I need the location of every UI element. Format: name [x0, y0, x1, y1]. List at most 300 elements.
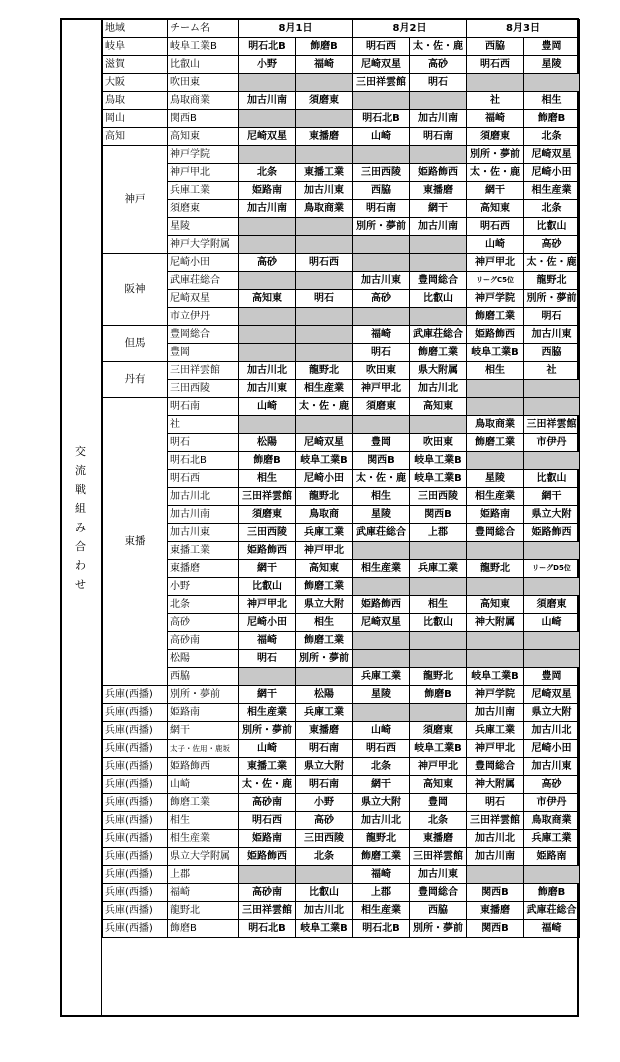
team-name-cell: 西脇 — [168, 668, 239, 686]
team-name-cell: 上郡 — [168, 866, 239, 884]
region-cell: 兵庫(西播) — [103, 776, 168, 794]
match-cell: 三田西陵 — [353, 164, 410, 182]
match-cell: 西脇 — [524, 344, 580, 362]
match-cell — [239, 74, 296, 92]
match-cell — [410, 236, 467, 254]
table-row — [103, 110, 580, 128]
match-cell — [353, 416, 410, 434]
match-cell: 加古川南 — [467, 704, 524, 722]
match-cell: 龍野北 — [467, 560, 524, 578]
match-cell: 加古川北 — [467, 830, 524, 848]
match-cell: 豊岡 — [524, 668, 580, 686]
match-cell: 網干 — [524, 488, 580, 506]
header-day-3: 8月3日 — [467, 20, 580, 38]
region-cell: 兵庫(西播) — [103, 902, 168, 920]
match-cell: 三田祥雲館 — [239, 488, 296, 506]
match-cell: 明石 — [467, 794, 524, 812]
match-cell: 上郡 — [353, 884, 410, 902]
match-cell — [467, 632, 524, 650]
match-cell: 豊岡 — [353, 434, 410, 452]
match-cell: 龍野北 — [296, 488, 353, 506]
match-cell: 姫路飾西 — [239, 542, 296, 560]
team-name-cell: 明石西 — [168, 470, 239, 488]
match-cell: 関西B — [410, 506, 467, 524]
match-cell: 神戸学院 — [467, 290, 524, 308]
match-cell: 北条 — [524, 128, 580, 146]
match-cell: 兵庫工業 — [296, 704, 353, 722]
table-row — [103, 74, 580, 92]
match-cell: 星陵 — [524, 56, 580, 74]
match-cell: 相生産業 — [239, 704, 296, 722]
match-cell: 別所・夢前 — [239, 722, 296, 740]
team-name-cell: 別所・夢前 — [168, 686, 239, 704]
match-cell: 三田西陵 — [410, 488, 467, 506]
team-name-cell: 加古川南 — [168, 506, 239, 524]
region-cell: 岐阜 — [103, 38, 168, 56]
match-cell: 尼崎小田 — [296, 470, 353, 488]
match-cell — [467, 452, 524, 470]
match-cell — [296, 668, 353, 686]
match-cell: 網干 — [410, 200, 467, 218]
match-cell — [239, 308, 296, 326]
match-cell: 飾磨工業 — [467, 434, 524, 452]
match-cell: 明石北B — [239, 38, 296, 56]
match-cell — [524, 866, 580, 884]
match-cell: 鳥取商業 — [296, 200, 353, 218]
table-row — [103, 290, 580, 308]
match-cell: 山崎 — [353, 128, 410, 146]
match-cell — [353, 578, 410, 596]
team-name-cell: 豊岡総合 — [168, 326, 239, 344]
match-cell: 明石西 — [353, 38, 410, 56]
match-cell: 尼崎小田 — [524, 164, 580, 182]
match-cell — [353, 92, 410, 110]
match-cell — [410, 704, 467, 722]
header-region: 地域 — [103, 20, 168, 38]
match-cell: 県立大附 — [296, 596, 353, 614]
match-cell — [353, 704, 410, 722]
table-row — [103, 344, 580, 362]
table-row — [103, 146, 580, 164]
match-cell — [239, 236, 296, 254]
region-group-cell: 丹有 — [103, 362, 168, 398]
match-cell: 小野 — [239, 56, 296, 74]
match-cell — [410, 650, 467, 668]
match-cell: 三田祥雲館 — [353, 74, 410, 92]
match-cell: 加古川北 — [410, 380, 467, 398]
team-name-cell: 東播工業 — [168, 542, 239, 560]
table-row — [103, 38, 580, 56]
table-row — [103, 128, 580, 146]
match-cell: 神戸甲北 — [467, 740, 524, 758]
match-cell: 神戸甲北 — [296, 542, 353, 560]
match-cell: 兵庫工業 — [410, 560, 467, 578]
match-cell: 神大附属 — [467, 614, 524, 632]
match-cell: 上郡 — [410, 524, 467, 542]
match-cell: 高知東 — [410, 776, 467, 794]
match-cell — [524, 380, 580, 398]
match-cell: 三田祥雲館 — [467, 812, 524, 830]
match-cell: 加古川北 — [296, 902, 353, 920]
match-cell: 鳥取商業 — [524, 812, 580, 830]
match-cell: 小野 — [296, 794, 353, 812]
match-cell: 神戸甲北 — [239, 596, 296, 614]
match-cell: 山崎 — [239, 740, 296, 758]
match-cell: 関西B — [353, 452, 410, 470]
match-cell — [296, 344, 353, 362]
team-name-cell: 比叡山 — [168, 56, 239, 74]
match-cell: 明石西 — [353, 740, 410, 758]
match-cell: 西脇 — [410, 902, 467, 920]
match-cell: 福崎 — [239, 632, 296, 650]
match-cell: 須磨東 — [467, 128, 524, 146]
match-cell: 関西B — [467, 920, 524, 938]
team-name-cell: 星陵 — [168, 218, 239, 236]
match-cell: 相生産業 — [467, 488, 524, 506]
match-cell — [467, 866, 524, 884]
match-cell: 相生産業 — [353, 902, 410, 920]
region-group-cell: 但馬 — [103, 326, 168, 362]
match-cell: 尼崎双星 — [296, 434, 353, 452]
match-cell: 岐阜工業B — [467, 344, 524, 362]
table-row — [103, 632, 580, 650]
table-row — [103, 776, 580, 794]
match-cell: 加古川東 — [296, 182, 353, 200]
match-cell: 姫路南 — [467, 506, 524, 524]
match-cell: 飾磨工業 — [410, 344, 467, 362]
match-cell — [353, 650, 410, 668]
match-cell: 福崎 — [353, 866, 410, 884]
match-cell: 高知東 — [467, 596, 524, 614]
match-cell: 加古川南 — [467, 848, 524, 866]
match-cell: 明石 — [410, 74, 467, 92]
region-cell: 兵庫(西播) — [103, 794, 168, 812]
match-cell: 明石西 — [467, 218, 524, 236]
match-cell: 福崎 — [296, 56, 353, 74]
table-row — [103, 650, 580, 668]
match-cell: 相生 — [524, 92, 580, 110]
match-cell: 加古川南 — [239, 200, 296, 218]
table-row — [103, 452, 580, 470]
match-cell: 東播磨 — [296, 722, 353, 740]
match-cell — [410, 578, 467, 596]
match-cell: 加古川北 — [524, 722, 580, 740]
side-title-label: 交流戦組み合わせ — [75, 444, 86, 591]
team-name-cell: 龍野北 — [168, 902, 239, 920]
match-cell — [410, 416, 467, 434]
team-name-cell: 飾磨B — [168, 920, 239, 938]
match-cell: 高知東 — [239, 290, 296, 308]
team-name-cell: 相生 — [168, 812, 239, 830]
match-cell: 豊岡総合 — [410, 884, 467, 902]
team-name-cell: 岐阜工業B — [168, 38, 239, 56]
table-row — [103, 326, 580, 344]
region-cell: 兵庫(西播) — [103, 722, 168, 740]
team-name-cell: 吹田東 — [168, 74, 239, 92]
match-cell: 県立大附 — [353, 794, 410, 812]
match-cell: 三田祥雲館 — [239, 902, 296, 920]
table-row — [103, 866, 580, 884]
match-cell: 豊岡総合 — [410, 272, 467, 290]
team-name-cell: 松陽 — [168, 650, 239, 668]
match-cell — [467, 542, 524, 560]
match-cell: 相生産業 — [296, 380, 353, 398]
match-cell: 東播工業 — [239, 758, 296, 776]
match-cell: 網干 — [239, 560, 296, 578]
match-cell: 明石西 — [467, 56, 524, 74]
match-cell — [296, 308, 353, 326]
region-cell: 兵庫(西播) — [103, 758, 168, 776]
match-cell: 加古川北 — [239, 362, 296, 380]
table-row — [103, 92, 580, 110]
match-cell — [467, 650, 524, 668]
table-row — [103, 272, 580, 290]
match-cell — [239, 416, 296, 434]
match-cell: 東播磨 — [467, 902, 524, 920]
match-cell: 加古川南 — [410, 218, 467, 236]
team-name-cell: 社 — [168, 416, 239, 434]
match-cell: 福崎 — [353, 326, 410, 344]
match-cell: 東播磨 — [296, 128, 353, 146]
match-cell: 加古川東 — [239, 380, 296, 398]
match-cell: 尼崎双星 — [524, 146, 580, 164]
match-cell: リーグC5位 — [467, 272, 524, 290]
match-cell: 北条 — [410, 812, 467, 830]
match-cell: 福崎 — [467, 110, 524, 128]
team-name-cell: 相生産業 — [168, 830, 239, 848]
match-cell: 高砂 — [239, 254, 296, 272]
header-row — [103, 20, 580, 38]
match-cell: 社 — [467, 92, 524, 110]
match-cell: 高砂南 — [239, 794, 296, 812]
table-row — [103, 254, 580, 272]
match-cell: 尼崎双星 — [239, 128, 296, 146]
match-cell — [239, 110, 296, 128]
match-cell: 鳥取商 — [296, 506, 353, 524]
match-cell: 飾磨工業 — [467, 308, 524, 326]
match-cell: 太・佐・鹿 — [410, 38, 467, 56]
match-cell: 加古川南 — [410, 110, 467, 128]
match-cell — [239, 668, 296, 686]
match-cell: 吹田東 — [353, 362, 410, 380]
match-cell: 網干 — [353, 776, 410, 794]
region-cell: 兵庫(西播) — [103, 812, 168, 830]
team-name-cell: 明石 — [168, 434, 239, 452]
match-cell: 高砂 — [296, 812, 353, 830]
match-cell — [296, 272, 353, 290]
match-cell: 西脇 — [353, 182, 410, 200]
match-cell — [239, 218, 296, 236]
match-cell: 別所・夢前 — [524, 290, 580, 308]
match-cell: 飾磨工業 — [353, 848, 410, 866]
region-group-cell: 東播 — [103, 398, 168, 686]
match-cell — [524, 398, 580, 416]
match-cell: 姫路飾西 — [410, 164, 467, 182]
table-row — [103, 740, 580, 758]
table-row — [103, 812, 580, 830]
match-cell: 加古川南 — [239, 92, 296, 110]
table-row — [103, 848, 580, 866]
match-cell: 星陵 — [353, 506, 410, 524]
team-name-cell: 高知東 — [168, 128, 239, 146]
match-cell: 明石 — [239, 650, 296, 668]
match-cell: 明石 — [296, 290, 353, 308]
match-cell: 明石南 — [296, 740, 353, 758]
match-cell: 三田祥雲館 — [524, 416, 580, 434]
match-cell: 県立大附 — [296, 758, 353, 776]
table-row — [103, 488, 580, 506]
match-cell: 三田祥雲館 — [410, 848, 467, 866]
match-cell — [467, 380, 524, 398]
match-cell: 高知東 — [467, 200, 524, 218]
table-row — [103, 758, 580, 776]
match-cell: 山崎 — [524, 614, 580, 632]
match-cell: 須磨東 — [239, 506, 296, 524]
match-cell: 神戸甲北 — [410, 758, 467, 776]
table-row — [103, 218, 580, 236]
region-cell: 兵庫(西播) — [103, 740, 168, 758]
team-name-cell: 山崎 — [168, 776, 239, 794]
match-cell: 比叡山 — [239, 578, 296, 596]
header-team: チーム名 — [168, 20, 239, 38]
region-group-cell: 神戸 — [103, 146, 168, 254]
match-cell: 飾磨工業 — [296, 578, 353, 596]
match-cell: 豊岡 — [524, 38, 580, 56]
match-cell — [239, 344, 296, 362]
match-cell — [410, 632, 467, 650]
match-cell — [353, 632, 410, 650]
match-cell: 豊岡総合 — [467, 524, 524, 542]
match-cell: 尼崎双星 — [524, 686, 580, 704]
table-row — [103, 362, 580, 380]
table-row — [103, 434, 580, 452]
table-row — [103, 524, 580, 542]
match-cell: 加古川東 — [524, 758, 580, 776]
match-cell: 飾磨B — [524, 884, 580, 902]
match-cell: 山崎 — [353, 722, 410, 740]
match-cell: 姫路南 — [239, 182, 296, 200]
team-name-cell: 東播磨 — [168, 560, 239, 578]
match-cell — [296, 218, 353, 236]
match-cell: 兵庫工業 — [353, 668, 410, 686]
match-cell: 岐阜工業B — [296, 920, 353, 938]
table-row — [103, 308, 580, 326]
match-cell: 飾磨工業 — [296, 632, 353, 650]
match-cell: 北条 — [524, 200, 580, 218]
match-cell: 高砂 — [524, 236, 580, 254]
match-cell — [296, 110, 353, 128]
table-row — [103, 722, 580, 740]
region-cell: 兵庫(西播) — [103, 920, 168, 938]
match-cell: 加古川北 — [353, 812, 410, 830]
match-cell — [353, 308, 410, 326]
table-row — [103, 182, 580, 200]
match-cell: 明石西 — [296, 254, 353, 272]
region-group-cell: 阪神 — [103, 254, 168, 326]
match-cell: 明石北B — [239, 920, 296, 938]
match-cell — [524, 452, 580, 470]
match-cell: 明石南 — [353, 200, 410, 218]
match-cell: 比叡山 — [410, 614, 467, 632]
match-cell: 姫路飾西 — [239, 848, 296, 866]
team-name-cell: 豊岡 — [168, 344, 239, 362]
region-cell: 兵庫(西播) — [103, 866, 168, 884]
match-cell: 須磨東 — [524, 596, 580, 614]
team-name-cell: 太子・佐用・鹿坂 — [168, 740, 239, 758]
match-cell — [296, 236, 353, 254]
match-cell: 明石 — [353, 344, 410, 362]
table-row — [103, 668, 580, 686]
match-cell — [353, 236, 410, 254]
table-row — [103, 506, 580, 524]
match-cell: 別所・夢前 — [353, 218, 410, 236]
team-name-cell: 加古川東 — [168, 524, 239, 542]
region-cell: 兵庫(西播) — [103, 830, 168, 848]
match-cell: 加古川東 — [524, 326, 580, 344]
side-title — [60, 18, 102, 1017]
table-row — [103, 164, 580, 182]
table-row — [103, 596, 580, 614]
match-cell: 高砂南 — [239, 884, 296, 902]
match-cell: 須磨東 — [353, 398, 410, 416]
region-cell: 兵庫(西播) — [103, 848, 168, 866]
table-row — [103, 686, 580, 704]
table-row — [103, 380, 580, 398]
team-name-cell: 市立伊丹 — [168, 308, 239, 326]
match-cell: 県立大附 — [524, 506, 580, 524]
region-cell: 兵庫(西播) — [103, 704, 168, 722]
match-cell: 比叡山 — [524, 218, 580, 236]
match-cell: 尼崎小田 — [524, 740, 580, 758]
table-row — [103, 542, 580, 560]
match-cell: 龍野北 — [353, 830, 410, 848]
match-cell: 尼崎双星 — [353, 614, 410, 632]
match-cell — [296, 866, 353, 884]
match-cell — [410, 542, 467, 560]
match-cell: 太・佐・鹿 — [296, 398, 353, 416]
region-cell: 岡山 — [103, 110, 168, 128]
match-cell: 山崎 — [239, 398, 296, 416]
team-name-cell: 北条 — [168, 596, 239, 614]
match-cell: 吹田東 — [410, 434, 467, 452]
team-name-cell: 尼崎小田 — [168, 254, 239, 272]
team-name-cell: 須磨東 — [168, 200, 239, 218]
match-cell: 社 — [524, 362, 580, 380]
match-cell: 姫路南 — [239, 830, 296, 848]
match-cell: 相生 — [296, 614, 353, 632]
region-cell: 滋賀 — [103, 56, 168, 74]
match-cell: 尼崎小田 — [239, 614, 296, 632]
match-cell: 関西B — [467, 884, 524, 902]
match-cell: 三田西陵 — [239, 524, 296, 542]
match-cell: 高砂 — [353, 290, 410, 308]
match-cell: リーグD5位 — [524, 560, 580, 578]
team-name-cell: 高砂 — [168, 614, 239, 632]
match-cell — [410, 308, 467, 326]
match-cell: 岐阜工業B — [410, 452, 467, 470]
match-cell: 加古川東 — [353, 272, 410, 290]
team-name-cell: 網干 — [168, 722, 239, 740]
match-cell: 北条 — [239, 164, 296, 182]
match-cell: 姫路南 — [524, 848, 580, 866]
team-name-cell: 明石北B — [168, 452, 239, 470]
match-cell — [239, 272, 296, 290]
match-cell — [410, 92, 467, 110]
team-name-cell: 神戸甲北 — [168, 164, 239, 182]
match-cell: 太・佐・鹿 — [353, 470, 410, 488]
table-row — [103, 884, 580, 902]
match-cell: 兵庫工業 — [524, 830, 580, 848]
